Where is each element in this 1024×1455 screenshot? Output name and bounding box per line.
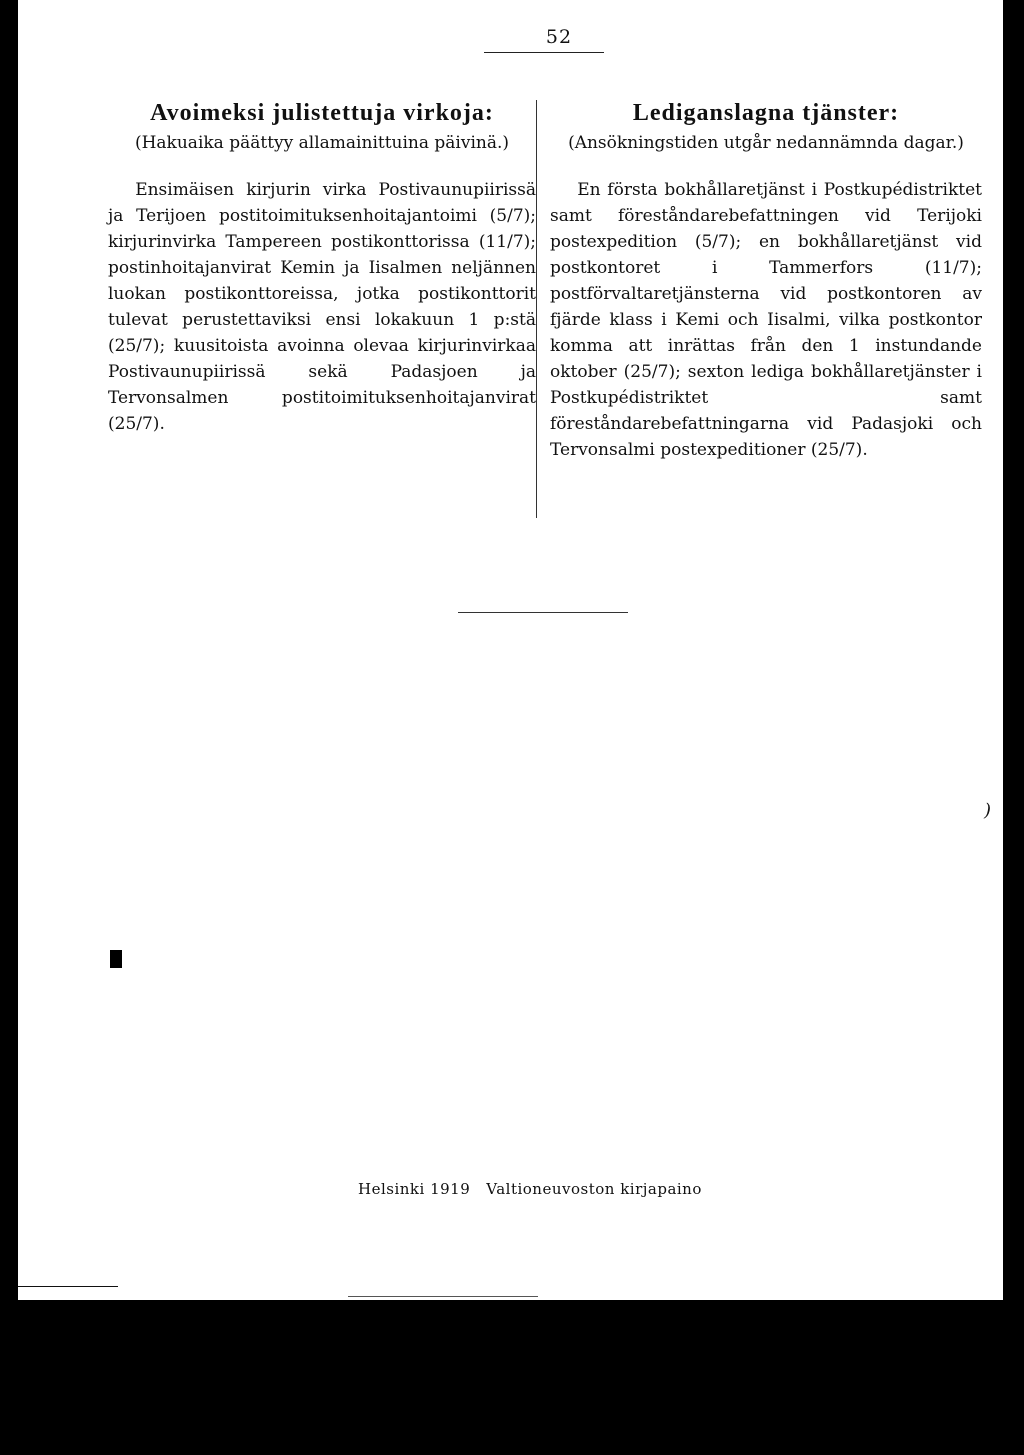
document-page bbox=[18, 0, 1003, 1300]
imprint-printer: Valtioneuvoston kirjapaino bbox=[486, 1180, 702, 1198]
scan-artifact-mark bbox=[110, 950, 122, 968]
column-divider bbox=[536, 100, 537, 518]
page-number-rule bbox=[484, 52, 604, 53]
bottom-left-rule bbox=[18, 1286, 118, 1287]
margin-mark: ) bbox=[984, 800, 992, 821]
finnish-column bbox=[108, 100, 536, 437]
swedish-heading: Lediganslagna tjänster: bbox=[632, 100, 900, 126]
imprint-city-year: Helsinki 1919 bbox=[358, 1180, 471, 1198]
section-rule bbox=[458, 612, 628, 613]
finnish-heading: Avoimeksi julistettuja virkoja: bbox=[150, 100, 494, 126]
bottom-rule bbox=[348, 1296, 538, 1297]
swedish-column bbox=[550, 100, 982, 463]
swedish-subtitle: (Ansökningstiden utgår nedannämnda dagar.) bbox=[568, 133, 964, 153]
finnish-body: Ensimäisen kirjurin virka Postivaunupiirissä ja Terijoen postitoimituksenhoitajantoimi (5/7); kirjurinvirka Tampereen postikonttorissa (11/7); postinhoitajanvirat Kemin ja Iisalmen neljännen luokan postikonttoreissa, jotka postikonttorit tulevat perustettaviksi ensi lokakuun 1 p:stä (25/7); kuusitoista avoinna olevaa kirjurinvirkaa Postivaunupiirissä sekä Padasjoen ja Tervonsalmen postitoimituksenhoitajanvirat (25/7). bbox=[108, 180, 536, 434]
imprint bbox=[358, 1180, 702, 1198]
page-number: 52 bbox=[545, 26, 573, 48]
finnish-subtitle: (Hakuaika päättyy allamainittuina päivinä.) bbox=[134, 133, 510, 153]
swedish-body: En första bokhållaretjänst i Postkupédistriktet samt föreståndarebefattningen vid Terijoki postexpedition (5/7); en bokhållaretjänst vid postkontoret i Tammerfors (11/7); postförvaltaretjänsterna vid postkontoren av fjärde klass i Kemi och Iisalmi, vilka postkontor komma att inrättas från den 1 instundande oktober (25/7); sexton lediga bokhållaretjänster i Postkupédistriktet samt föreståndarebefattningarna vid Padasjoki och Tervonsalmi postexpeditioner (25/7). bbox=[550, 180, 982, 460]
